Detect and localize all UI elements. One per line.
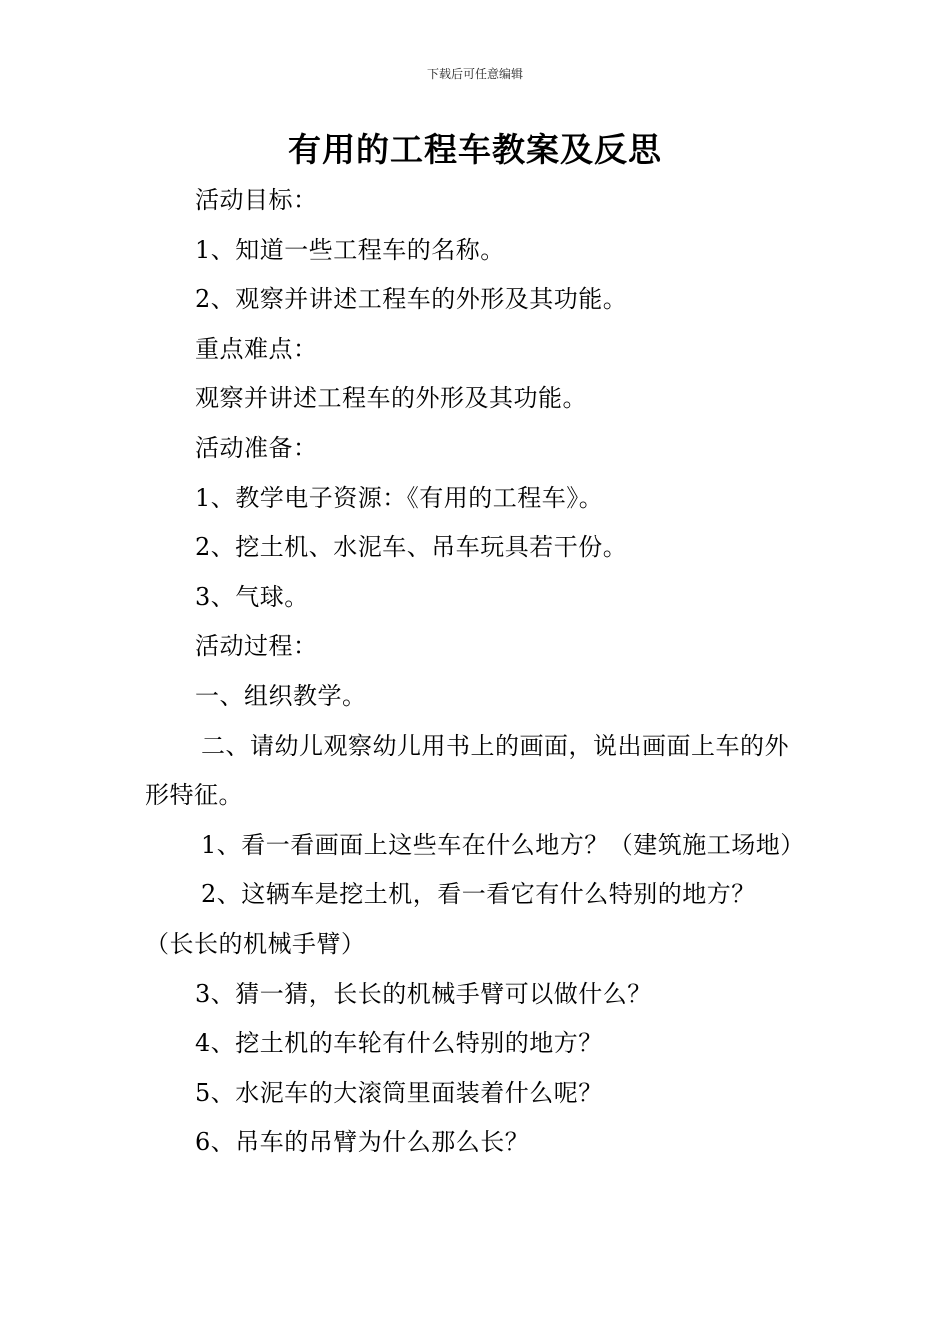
process-step-1: 一、组织教学。 <box>195 681 367 710</box>
question-6: 6、吊车的吊臂为什么那么长？ <box>195 1128 530 1157</box>
section-heading-key-points: 重点难点： <box>195 334 318 363</box>
question-1: 1、看一看画面上这些车在什么地方？（建筑施工场地） <box>201 830 805 859</box>
document-title: 有用的工程车教案及反思 <box>288 130 662 169</box>
section-heading-process: 活动过程： <box>195 632 318 661</box>
objective-item-2: 2、观察并讲述工程车的外形及其功能。 <box>195 285 628 314</box>
question-2: 2、这辆车是挖土机，看一看它有什么特别的地方？ <box>201 880 756 909</box>
preparation-item-1: 1、教学电子资源：《有用的工程车》。 <box>195 483 604 512</box>
question-3: 3、猜一猜，长长的机械手臂可以做什么？ <box>195 979 652 1008</box>
question-2-answer: （长长的机械手臂） <box>145 929 366 958</box>
key-point-text: 观察并讲述工程车的外形及其功能。 <box>195 384 587 413</box>
question-5: 5、水泥车的大滚筒里面装着什么呢？ <box>195 1078 603 1107</box>
preparation-item-2: 2、挖土机、水泥车、吊车玩具若干份。 <box>195 533 628 562</box>
section-heading-objectives: 活动目标： <box>195 186 318 214</box>
preparation-item-3: 3、气球。 <box>195 582 309 611</box>
document-body <box>145 176 810 1168</box>
objective-item-1: 1、知道一些工程车的名称。 <box>195 235 505 264</box>
section-heading-preparation: 活动准备： <box>195 433 318 462</box>
header-note: 下载后可任意编辑 <box>426 67 523 81</box>
process-step-2: 二、请幼儿观察幼儿用书上的画面，说出画面上车的外形特征。 <box>145 731 789 810</box>
question-4: 4、挖土机的车轮有什么特别的地方？ <box>195 1029 603 1058</box>
